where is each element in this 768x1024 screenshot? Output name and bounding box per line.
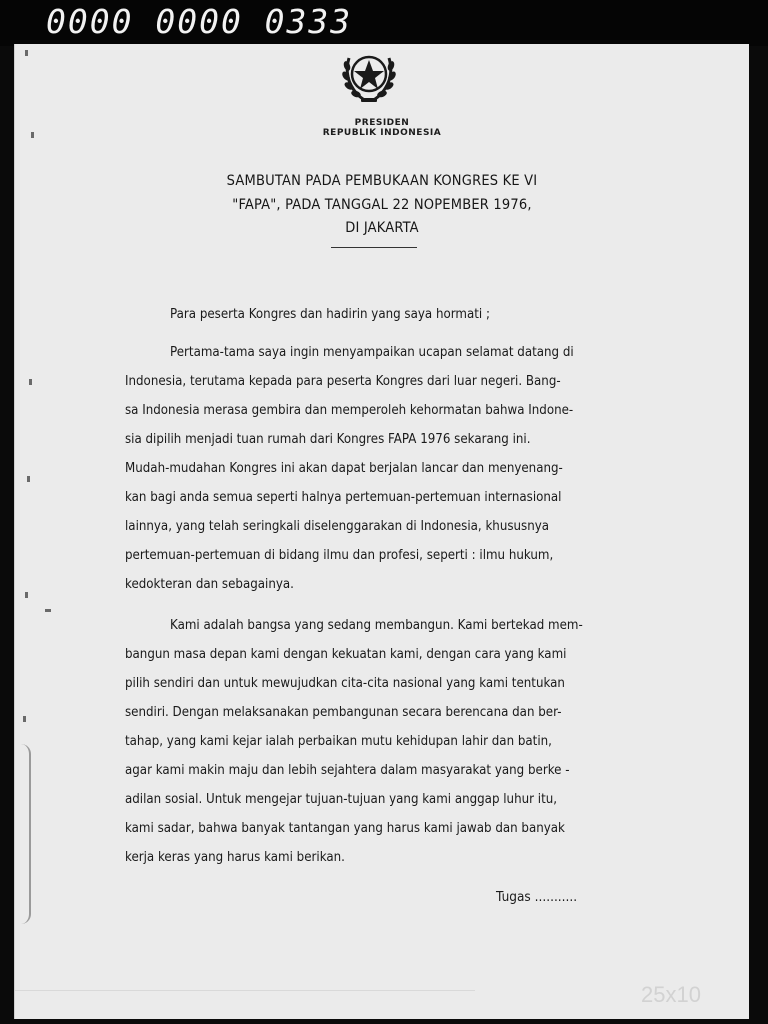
frame-number: 0000 0000 0333: [46, 2, 353, 41]
paragraph-2-line: agar kami makin maju dan lebih sejahtera dalam masyarakat yang berke -: [125, 763, 570, 778]
title-underline: [331, 247, 417, 248]
paragraph-2-line: kami sadar, bahwa banyak tantangan yang harus kami jawab dan banyak: [125, 821, 565, 836]
paragraph-1-line: Mudah-mudahan Kongres ini akan dapat berjalan lancar dan menyenang-: [125, 461, 563, 476]
paragraph-1-line: pertemuan-pertemuan di bidang ilmu dan profesi, seperti : ilmu hukum,: [125, 548, 554, 563]
paragraph-2-line: pilih sendiri dan untuk mewujudkan cita-cita nasional yang kami tentukan: [125, 676, 565, 691]
paragraph-1-line: Pertama-tama saya ingin menyampaikan ucapan selamat datang di: [170, 345, 574, 360]
paragraph-1-line: kedokteran dan sebagainya.: [125, 577, 294, 592]
paragraph-1-line: Indonesia, terutama kepada para peserta Kongres dari luar negeri. Bang-: [125, 374, 561, 389]
document-page: [14, 44, 749, 1019]
paragraph-1-line: sia dipilih menjadi tuan rumah dari Kongres FAPA 1976 sekarang ini.: [125, 432, 531, 447]
page-edge-curl: [15, 744, 31, 924]
speech-title-line-3: DI JAKARTA: [345, 220, 419, 236]
salutation: Para peserta Kongres dan hadirin yang saya hormati ;: [170, 307, 490, 322]
paragraph-1-line: lainnya, yang telah seringkali diselenggarakan di Indonesia, khususnya: [125, 519, 550, 534]
speech-title-line-1: SAMBUTAN PADA PEMBUKAAN KONGRES KE VI: [226, 173, 538, 189]
paragraph-2-line: bangun masa depan kami dengan kekuatan kami, dengan cara yang kami: [125, 647, 567, 662]
speech-title-line-2: "FAPA", PADA TANGGAL 22 NOPEMBER 1976,: [232, 197, 532, 213]
letterhead-republic: REPUBLIK INDONESIA: [322, 128, 442, 138]
paragraph-1-line: sa Indonesia merasa gembira dan memperoleh kehormatan bahwa Indone-: [125, 403, 574, 418]
continuation-catchword: Tugas ...........: [496, 889, 578, 905]
film-strip-header: [0, 0, 768, 46]
paragraph-2-line: tahap, yang kami kejar ialah perbaikan mutu kehidupan lahir dan batin,: [125, 734, 552, 749]
paragraph-2-line: Kami adalah bangsa yang sedang membangun. Kami bertekad mem-: [170, 618, 583, 633]
paragraph-1-line: kan bagi anda semua seperti halnya pertemuan-pertemuan internasional: [125, 490, 562, 505]
letterhead-president: PRESIDEN: [354, 118, 410, 128]
paragraph-2-line: adilan sosial. Untuk mengejar tujuan-tujuan yang kami anggap luhur itu,: [125, 792, 558, 807]
reduction-stamp: 25x10: [641, 982, 701, 1007]
paragraph-2-line: sendiri. Dengan melaksanakan pembangunan secara berencana dan ber-: [125, 705, 562, 720]
paragraph-2-line: kerja keras yang harus kami berikan.: [125, 850, 345, 865]
garuda-star-emblem-icon: [327, 44, 411, 108]
page-fold-line: [15, 990, 475, 991]
